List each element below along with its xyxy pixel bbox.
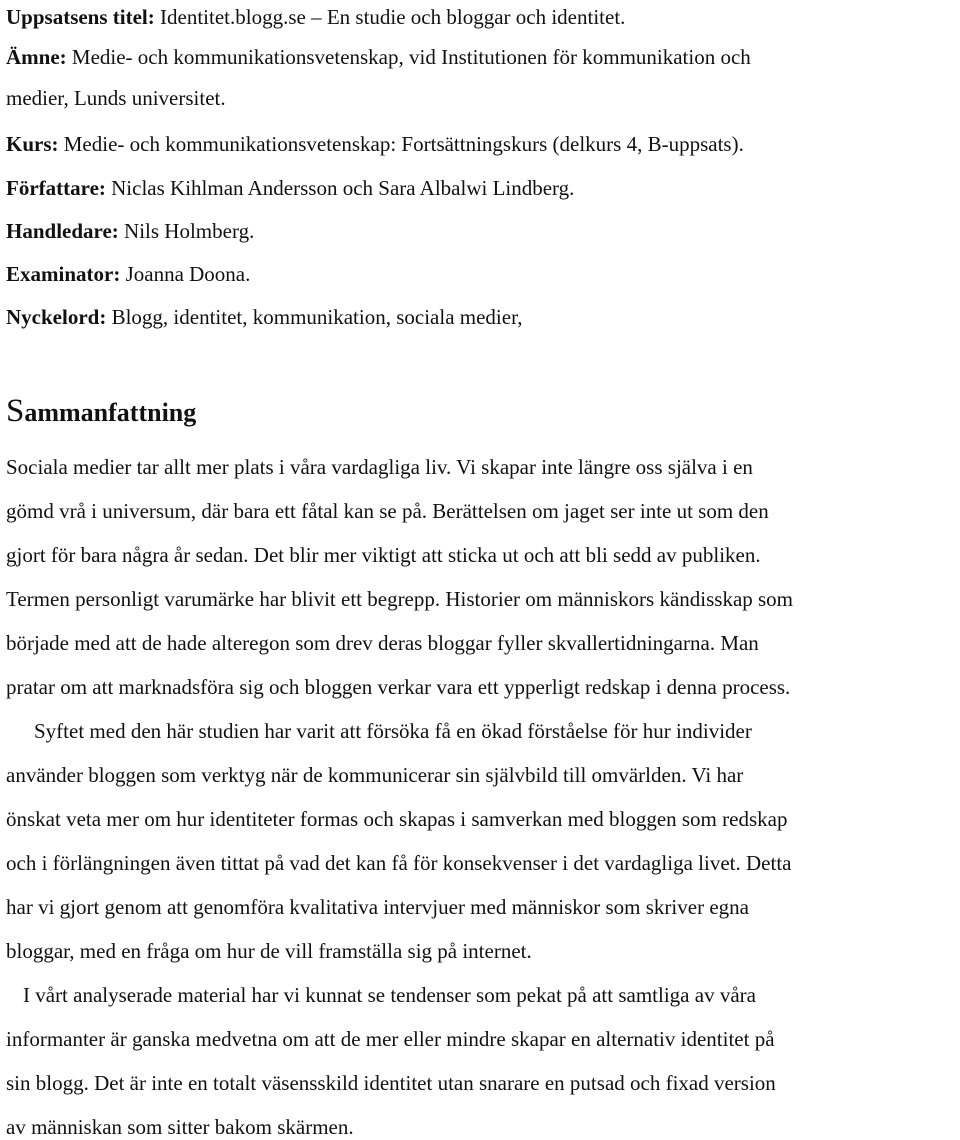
authors-line xyxy=(6,175,574,201)
subject-line-cont xyxy=(6,85,226,111)
course-label: Kurs: xyxy=(6,132,59,156)
authors-label: Författare: xyxy=(6,176,106,200)
supervisor-label: Handledare: xyxy=(6,219,119,243)
course-line xyxy=(6,131,744,157)
summary-line: har vi gjort genom att genomföra kvalitativa intervjuer med människor som skriver egna xyxy=(6,895,749,919)
subject-line xyxy=(6,44,751,70)
examiner-value: Joanna Doona. xyxy=(120,262,251,286)
summary-line: sin blogg. Det är inte en totalt väsensskild identitet utan snarare en putsad och fixad version xyxy=(6,1071,776,1095)
subject-label: Ämne: xyxy=(6,45,67,69)
keywords-label: Nyckelord: xyxy=(6,305,107,329)
thesis-title-value: Identitet.blogg.se – En studie och bloggar och identitet. xyxy=(154,5,626,29)
thesis-title-line xyxy=(6,4,625,30)
summary-line: använder bloggen som verktyg när de kommunicerar sin självbild till omvärlden. Vi har xyxy=(6,763,744,787)
thesis-title-label: Uppsatsens titel: xyxy=(6,5,155,29)
examiner-line xyxy=(6,261,250,287)
keywords-value: Blogg, identitet, kommunikation, sociala medier, xyxy=(106,305,523,329)
authors-value: Niclas Kihlman Andersson och Sara Albalwi Lindberg. xyxy=(105,176,575,200)
supervisor-value: Nils Holmberg. xyxy=(118,219,255,243)
supervisor-line xyxy=(6,218,254,244)
summary-heading-initial: S xyxy=(6,393,25,429)
summary-heading-rest: ammanfattning xyxy=(24,398,197,427)
summary-line: började med att de hade alteregon som drev deras bloggar fyller skvallertidningarna. Man xyxy=(6,631,759,655)
examiner-label: Examinator: xyxy=(6,262,121,286)
summary-line: informanter är ganska medvetna om att de mer eller mindre skapar en alternativ identitet på xyxy=(6,1027,775,1051)
summary-line: Sociala medier tar allt mer plats i våra vardagliga liv. Vi skapar inte längre oss själva i en xyxy=(6,455,753,479)
summary-line: I vårt analyserade material har vi kunnat se tendenser som pekat på att samtliga av våra xyxy=(23,983,756,1007)
summary-heading xyxy=(6,394,196,430)
summary-line: Syftet med den här studien har varit att försöka få en ökad förståelse för hur individer xyxy=(34,719,752,743)
subject-value: Medie- och kommunikationsvetenskap, vid Institutionen för kommunikation och xyxy=(66,45,751,69)
summary-line: önskat veta mer om hur identiteter formas och skapas i samverkan med bloggen som redskap xyxy=(6,807,788,831)
course-value: Medie- och kommunikationsvetenskap: Fortsättningskurs (delkurs 4, B-uppsats). xyxy=(58,132,744,156)
subject-value-cont: medier, Lunds universitet. xyxy=(6,86,226,110)
summary-line: av människan som sitter bakom skärmen. xyxy=(6,1115,354,1139)
summary-line: gömd vrå i universum, där bara ett fåtal kan se på. Berättelsen om jaget ser inte ut som den xyxy=(6,499,769,523)
summary-line: och i förlängningen även tittat på vad det kan få för konsekvenser i det vardagliga livet. Detta xyxy=(6,851,792,875)
summary-line: gjort för bara några år sedan. Det blir mer viktigt att sticka ut och att bli sedd av publiken. xyxy=(6,543,761,567)
keywords-line xyxy=(6,304,523,330)
summary-line: Termen personligt varumärke har blivit ett begrepp. Historier om människors kändisskap som xyxy=(6,587,794,611)
summary-line: pratar om att marknadsföra sig och bloggen verkar vara ett ypperligt redskap i denna process. xyxy=(6,675,791,699)
summary-line: bloggar, med en fråga om hur de vill framställa sig på internet. xyxy=(6,939,532,963)
